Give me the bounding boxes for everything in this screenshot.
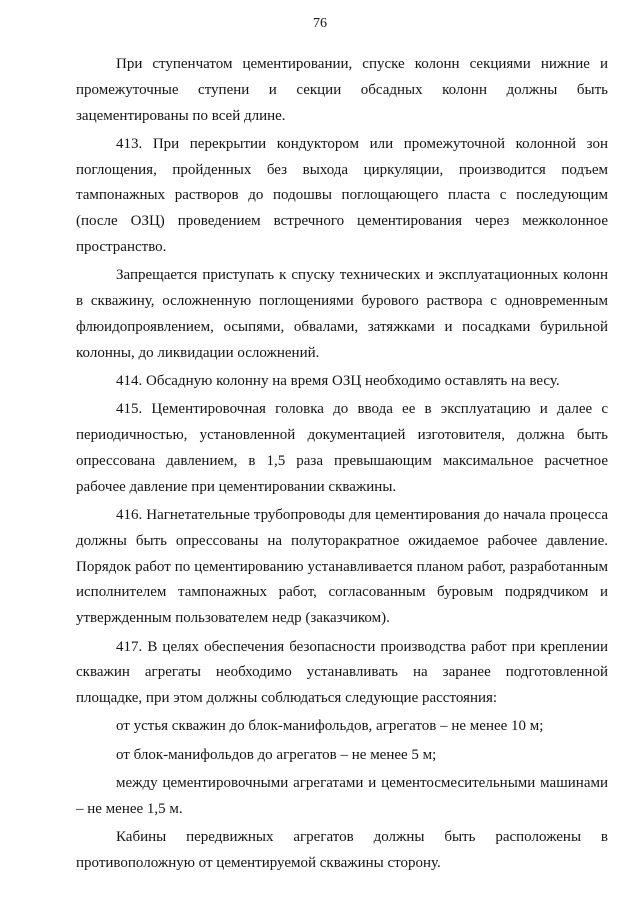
paragraph-distance-machines: между цементировочными агрегатами и цементосмесительными машинами – не менее 1,5 м. [76,775,608,817]
paragraph-416: 416. Нагнетательные трубопроводы для цементирования до начала процесса должны быть опрессованы на полуторакратное ожидаемое рабочее давление. Порядок работ по цементированию устанавливается планом работ, разработанным исполнителем тампонажных работ, согласованным буровым подрядчиком и утвержденным пользователем недр (заказчиком). [76,507,608,627]
page-number: 76 [313,16,327,31]
document-body [76,52,608,877]
paragraph-414: 414. Обсадную колонну на время ОЗЦ необходимо оставлять на весу. [116,373,560,390]
paragraph-prohibition: Запрещается приступать к спуску технических и эксплуатационных колонн в скважину, осложненную поглощениями бурового раствора с одновременным флюидопроявлением, осыпями, обвалами, затяжками и посадками бурильной колонны, до ликвидации осложнений. [76,267,608,361]
paragraph-distance-wellhead: от устья скважин до блок-манифольдов, агрегатов – не менее 10 м; [116,718,544,735]
paragraph-413: 413. При перекрытии кондуктором или промежуточной колонной зон поглощения, пройденных без выхода циркуляции, производится подъем тампонажных растворов до подошвы поглощающего пласта с последующим (после ОЗЦ) проведением встречного цементирования через межколонное пространство. [76,135,608,256]
paragraph-cabins: Кабины передвижных агрегатов должны быть расположены в противоположную от цементируемой скважины сторону. [76,829,608,871]
paragraph-417: 417. В целях обеспечения безопасности производства работ при креплении скважин агрегаты необходимо устанавливать на заранее подготовленной площадке, при этом должны соблюдаться следующие расстояния: [76,638,608,707]
paragraph-staged-cementing: При ступенчатом цементировании, спуске колонн секциями нижние и промежуточные ступени и секции обсадных колонн должны быть зацементированы по всей длине. [76,56,608,124]
paragraph-415: 415. Цементировочная головка до ввода ее в эксплуатацию и далее с периодичностью, установленной документацией изготовителя, должна быть опрессована давлением, в 1,5 раза превышающим максимальное расчетное рабочее давление при цементировании скважины. [76,401,608,495]
paragraph-distance-manifold: от блок-манифольдов до агрегатов – не менее 5 м; [116,746,437,763]
